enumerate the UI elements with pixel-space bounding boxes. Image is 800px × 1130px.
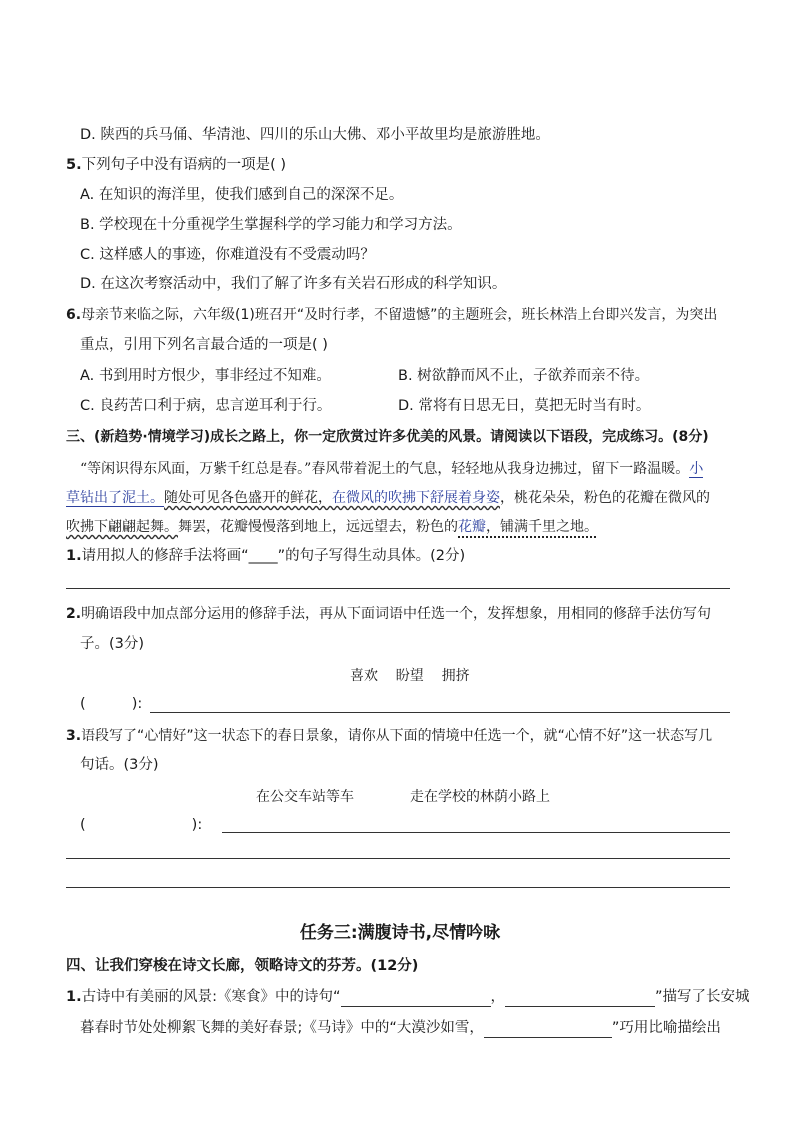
passage-line-3-c: 花瓣 — [458, 519, 486, 535]
s4-q1-blank-1[interactable] — [341, 988, 491, 1007]
q6-number: 6. — [66, 307, 82, 323]
q4-option-d: D. 陕西的兵马俑、华清池、四川的乐山大佛、邓小平故里均是旅游胜地。 — [80, 127, 550, 143]
passage-line-1-a: “等闲识得东风面，万紫千红总是春。”春风带着泥土的气息，轻轻地从我身边拂过，留下一路温暖。 — [80, 461, 690, 477]
passage-line-3-a: 吹拂下翩翩起舞。 — [66, 519, 178, 535]
q6-option-b: B. 树欲静而风不止，子欲养而亲不待。 — [398, 368, 650, 384]
passage-line-1 — [80, 459, 703, 479]
q6-option-c: C. 良药苦口利于病，忠言逆耳利于行。 — [80, 398, 332, 414]
s4-q1-text-b: ， — [490, 989, 506, 1005]
s3-q3-number: 3. — [66, 728, 82, 744]
s3-q3-line2: 句话。(3分) — [80, 757, 159, 773]
task3-title: 任务三:满腹诗书,尽情吟咏 — [299, 923, 501, 943]
q5-option-a: A. 在知识的海洋里，使我们感到自己的深深不足。 — [80, 187, 404, 203]
q6-option-d: D. 常将有日思无日，莫把无时当有时。 — [398, 398, 651, 414]
s3-q1-text: 请用拟人的修辞手法将画“____”的句子写得生动具体。(2分) — [81, 548, 466, 564]
passage-line-2-a: 草钻出了泥土。 — [66, 490, 164, 506]
s4-q1-text-d: 暮春时节处处柳絮飞舞的美好春景;《马诗》中的“大漠沙如雪， — [80, 1020, 484, 1036]
s3-q2-answer-prefix: ( ): — [80, 696, 143, 712]
q6-stem-line2: 重点，引用下列名言最合适的一项是( ) — [80, 337, 328, 353]
passage-line-3-b: 舞罢，花瓣慢慢落到地上，远远望去，粉色的 — [178, 519, 458, 535]
s3-q2-line2: 子。(3分) — [80, 636, 145, 652]
s3-q3-line1 — [66, 726, 712, 746]
passage-line-1-b: 小 — [689, 461, 704, 477]
q6-option-a: A. 书到用时方恨少，事非经过不知难。 — [80, 368, 331, 384]
s4-q1-text-a: 古诗中有美丽的风景:《寒食》中的诗句“ — [81, 989, 341, 1005]
s3-q3-text-1: 语段写了“心情好”这一状态下的春日景象，请你从下面的情境中任选一个，就“心情不好”这一状态写几 — [81, 728, 713, 744]
s3-q1-answer-line[interactable] — [66, 588, 730, 589]
s4-q1-number: 1. — [66, 989, 82, 1005]
s3-q2-number: 2. — [66, 606, 82, 622]
section4-heading: 四、让我们穿梭在诗文长廊，领略诗文的芬芳。(12分) — [66, 958, 419, 974]
s4-q1-line1 — [66, 987, 750, 1007]
q5-option-c: C. 这样感人的事迹，你难道没有不受震动吗？ — [80, 247, 375, 263]
s3-q1-number: 1. — [66, 548, 82, 564]
q6-stem-text-1: 母亲节来临之际，六年级(1)班召开“及时行孝，不留遗憾”的主题班会，班长林浩上台即兴发言，为突出 — [81, 307, 718, 323]
s3-q3-answer-line-3[interactable] — [66, 887, 730, 888]
s4-q1-text-c: ”描写了长安城 — [655, 989, 750, 1005]
passage-line-3 — [66, 517, 598, 537]
s3-q3-answer-line-1[interactable] — [222, 832, 730, 833]
s3-q2-word-options: 喜欢 盼望 拥挤 — [350, 668, 470, 684]
passage-line-2-b: 随处可见各色盛开的鲜花， — [164, 490, 332, 506]
s3-q3-answer-prefix: ( ): — [80, 817, 203, 833]
s4-q1-blank-2[interactable] — [505, 988, 655, 1007]
passage-line-2 — [66, 488, 710, 508]
q5-option-d: D. 在这次考察活动中，我们了解了许多有关岩石形成的科学知识。 — [80, 276, 507, 292]
passage-line-3-d: ，铺满千里之地。 — [486, 519, 598, 535]
s4-q1-text-e: ”巧用比喻描绘出 — [611, 1020, 721, 1036]
s4-q1-line2 — [80, 1018, 721, 1038]
s3-q3-situation-2: 走在学校的林荫小路上 — [410, 789, 550, 805]
s3-q3-answer-line-2[interactable] — [66, 858, 730, 859]
q5-number: 5. — [66, 157, 82, 173]
s3-q2-line1 — [66, 604, 711, 624]
s3-q2-answer-line[interactable] — [150, 712, 730, 713]
q5-option-b: B. 学校现在十分重视学生掌握科学的学习能力和学习方法。 — [80, 217, 462, 233]
q5-stem-text: 下列句子中没有语病的一项是( ) — [81, 157, 287, 173]
section3-heading: 三、(新趋势·情境学习)成长之路上，你一定欣赏过许多优美的风景。请阅读以下语段，完成练习。(8分) — [66, 429, 709, 445]
s3-q3-situation-1: 在公交车站等车 — [256, 789, 354, 805]
s4-q1-blank-3[interactable] — [484, 1019, 612, 1038]
passage-line-2-c: 在微风的吹拂下舒展着身姿 — [332, 490, 500, 506]
passage-line-2-d: ，桃花朵朵，粉色的花瓣在微风的 — [500, 490, 710, 506]
s3-q2-text-1: 明确语段中加点部分运用的修辞手法，再从下面词语中任选一个，发挥想象，用相同的修辞手法仿写句 — [81, 606, 712, 622]
q5-stem — [66, 155, 286, 175]
q6-stem-line1 — [66, 305, 717, 325]
s3-q1 — [66, 546, 465, 566]
